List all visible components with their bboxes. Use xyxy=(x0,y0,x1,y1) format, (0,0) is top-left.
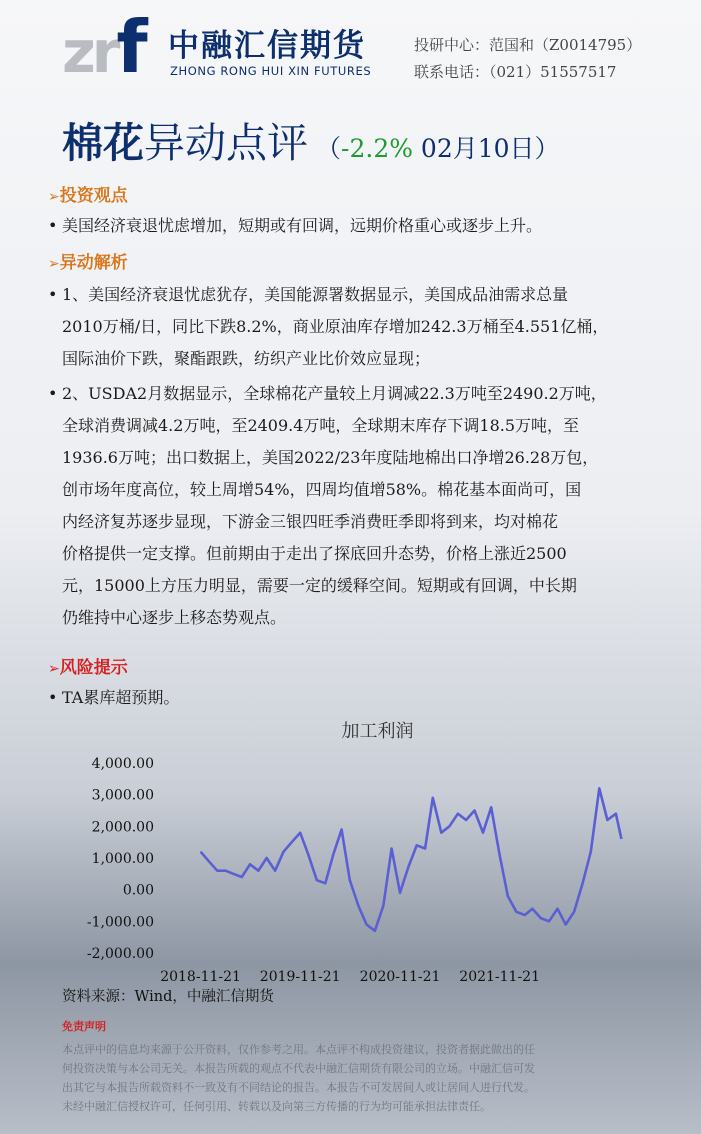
contact-researcher: 投研中心：范国和（Z0014795） xyxy=(414,36,642,54)
page-title xyxy=(62,110,560,170)
analysis-2-line: 元，15000上方压力明显，需要一定的缓释空间。短期或有回调，中长期 xyxy=(62,576,577,595)
y-tick-label: 4,000.00 xyxy=(91,756,154,772)
y-tick-label: 0.00 xyxy=(122,882,154,899)
disclaimer-text xyxy=(62,1040,662,1116)
disclaimer-line: 出其它与本报告所载资料不一致及有不同结论的报告。本报告不可发居间人或让居间人进行代发。 xyxy=(62,1081,535,1094)
profit-chart xyxy=(60,715,660,990)
contact-info xyxy=(414,32,641,86)
contact-phone: 联系电话：（021）51557517 xyxy=(414,63,617,81)
analysis-2-line: 1936.6万吨；出口数据上，美国2022/23年度陆地棉出口净增26.28万包， xyxy=(62,448,599,467)
x-tick-label: 2021-11-21 xyxy=(459,969,541,985)
view-text: 美国经济衰退忧虑增加，短期或有回调，远期价格重心或逐步上升。 xyxy=(62,216,543,235)
company-logo-mark: zrf xyxy=(62,5,144,89)
analysis-2-line: 2、USDA2月数据显示，全球棉花产量较上月调减22.3万吨至2490.2万吨， xyxy=(62,384,607,403)
x-tick-label: 2018-11-21 xyxy=(160,969,241,985)
title-change: -2.2% xyxy=(341,134,413,163)
title-topic: 异动点评 xyxy=(144,119,308,167)
analysis-2-line: 内经济复苏逐步显现，下游金三银四旺季消费旺季即将到来，均对棉花 xyxy=(62,512,559,531)
y-tick-label: -1,000.00 xyxy=(86,914,154,931)
bullet-icon: • xyxy=(48,384,58,403)
section-title: 异动解析 xyxy=(59,253,128,273)
analysis-2-line: 全球消费调减4.2万吨，至2409.4万吨，全球期末库存下调18.5万吨，至 xyxy=(62,416,580,435)
bullet-icon: • xyxy=(48,688,58,707)
title-commodity: 棉花 xyxy=(62,119,144,167)
x-tick-label: 2020-11-21 xyxy=(359,969,441,985)
series-line xyxy=(201,788,622,931)
analysis-2-line: 价格提供一定支撑。但前期由于走出了探底回升态势，价格上涨近2500 xyxy=(62,544,567,563)
section-heading-analysis xyxy=(48,248,128,273)
section-heading-risk xyxy=(48,653,128,678)
company-name-cn: 中融汇信期货 xyxy=(168,28,366,64)
chart-title: 加工利润 xyxy=(341,721,414,742)
section-title: 投资观点 xyxy=(59,186,128,206)
bullet-icon: • xyxy=(48,285,58,304)
data-source: 资料来源：Wind，中融汇信期货 xyxy=(62,989,274,1005)
y-tick-label: -2,000.00 xyxy=(86,946,154,962)
arrow-icon: ➢ xyxy=(48,256,60,272)
y-tick-label: 3,000.00 xyxy=(91,787,154,804)
bullet-icon: • xyxy=(48,216,58,235)
disclaimer-title: 免责声明 xyxy=(62,1020,106,1033)
x-tick-label: 2019-11-21 xyxy=(259,969,341,985)
header xyxy=(0,0,701,100)
chart-svg xyxy=(60,715,660,990)
arrow-icon: ➢ xyxy=(48,661,60,677)
analysis-item-2 xyxy=(48,378,663,634)
title-paren-open: （ xyxy=(316,134,342,163)
section-heading-view xyxy=(48,181,128,206)
disclaimer-line: 未经中融汇信授权许可，任何引用、转载以及向第三方传播的行为均可能承担法律责任。 xyxy=(62,1100,491,1113)
disclaimer-line: 本点评中的信息均来源于公开资料，仅作参考之用。本点评不构成投资建议，投资者据此做出的任 xyxy=(62,1043,535,1056)
risk-paragraph xyxy=(48,682,663,714)
analysis-2-line: 仍维持中心逐步上移态势观点。 xyxy=(62,608,287,627)
analysis-1-line: 2010万桶/日，同比下跌8.2%，商业原油库存增加242.3万桶至4.551亿桶， xyxy=(62,317,609,336)
risk-text: TA累库超预期。 xyxy=(62,688,180,707)
analysis-1-line: 1、美国经济衰退忧虑犹存，美国能源署数据显示，美国成品油需求总量 xyxy=(62,285,569,304)
arrow-icon: ➢ xyxy=(48,189,60,205)
title-meta xyxy=(316,134,560,163)
title-date: 02月10日） xyxy=(412,134,560,163)
analysis-2-line: 创市场年度高位，较上周增54%，四周均值增58%。棉花基本面尚可，国 xyxy=(62,480,582,499)
view-paragraph xyxy=(48,210,663,242)
y-tick-label: 1,000.00 xyxy=(91,851,154,867)
company-name-en: ZHONG RONG HUI XIN FUTURES xyxy=(170,64,372,78)
disclaimer-line: 何投资决策与本公司无关。本报告所载的观点不代表中融汇信期货有限公司的立场。中融汇信可发 xyxy=(62,1062,535,1075)
analysis-1-line: 国际油价下跌，聚酯跟跌，纺织产业比价效应显现； xyxy=(62,349,431,368)
analysis-item-1 xyxy=(48,279,663,375)
y-tick-label: 2,000.00 xyxy=(91,819,154,836)
section-title: 风险提示 xyxy=(59,658,128,678)
